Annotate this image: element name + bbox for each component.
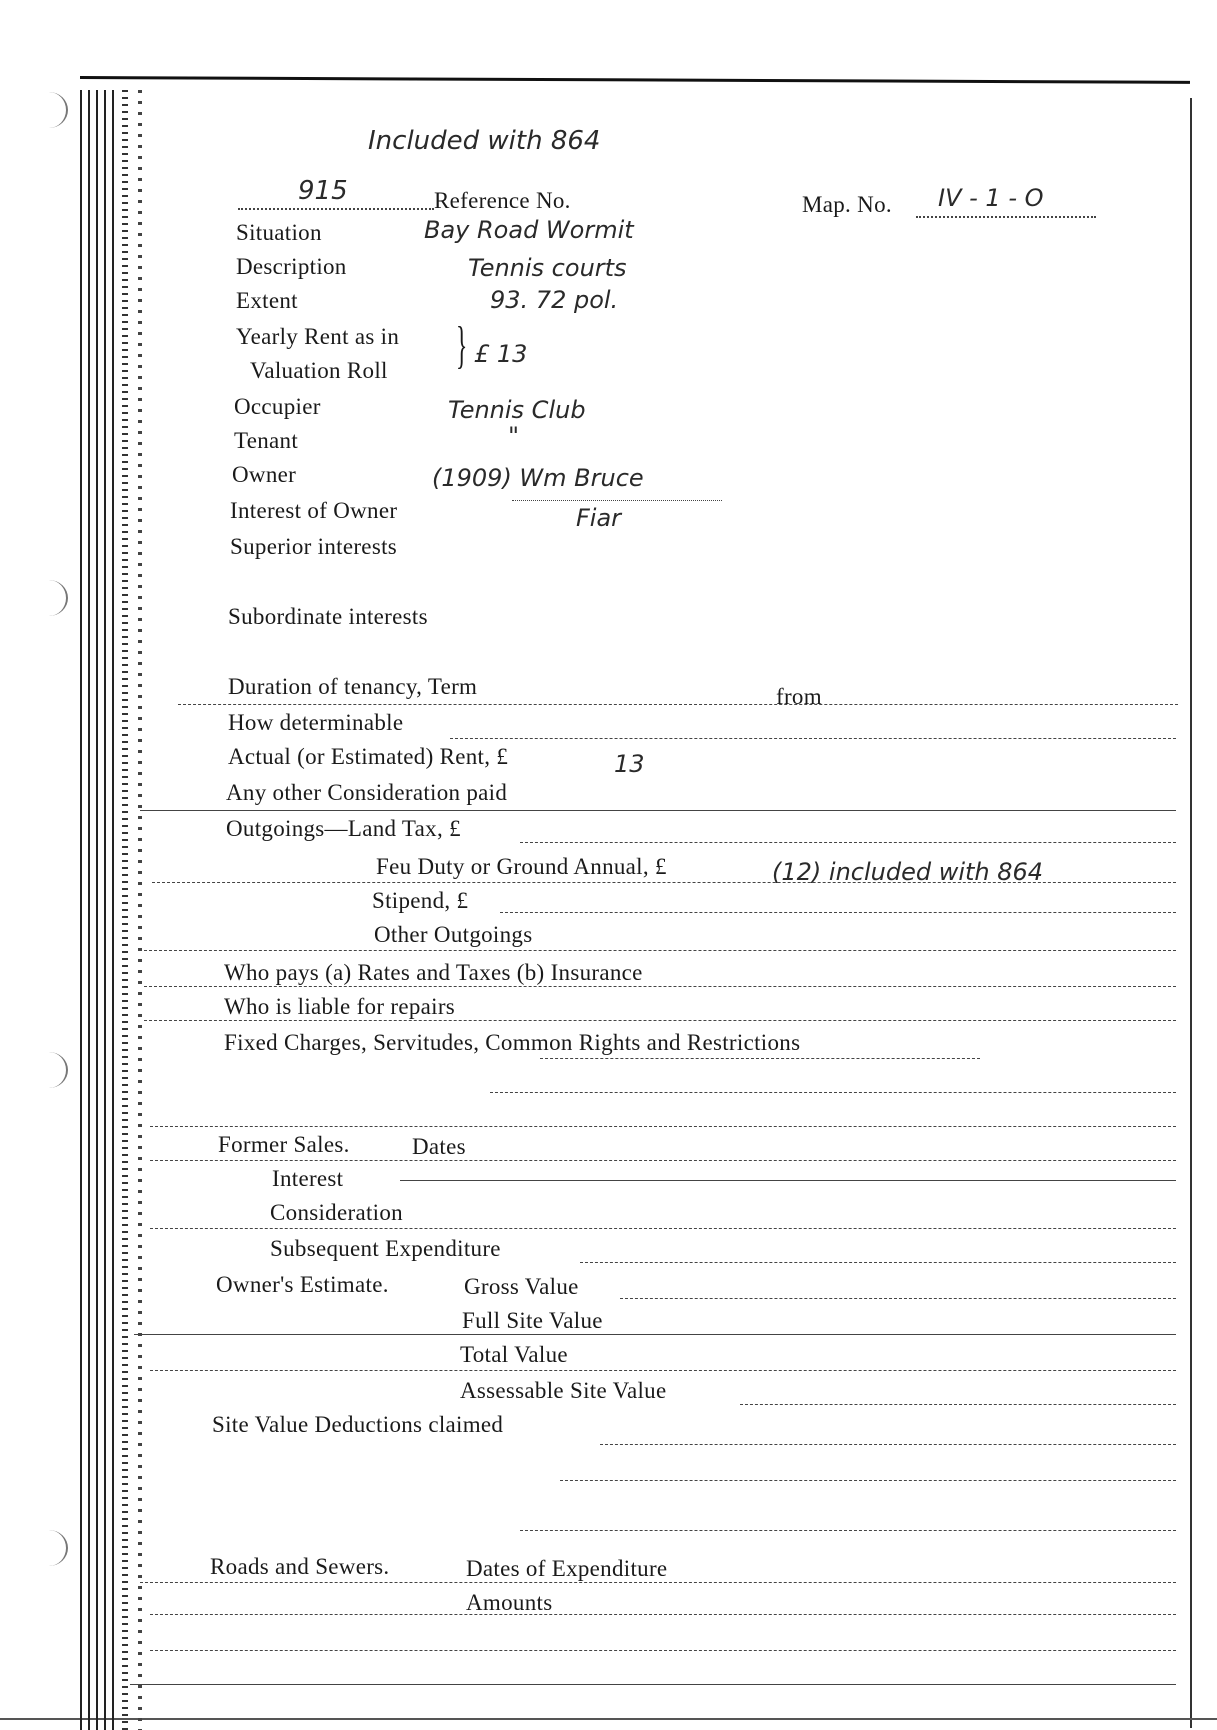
map-no-label: Map. No. (802, 192, 892, 217)
dates-of-expenditure-label: Dates of Expenditure (466, 1556, 668, 1581)
extent-value: 93. 72 pol. (490, 286, 619, 314)
reference-no-value: 915 (298, 176, 348, 206)
who-liable-rule (144, 1020, 1176, 1021)
subsequent-expenditure-label: Subsequent Expenditure (270, 1236, 501, 1261)
yearly-rent-value: £ 13 (474, 340, 528, 368)
other-consideration-label: Any other Consideration paid (226, 780, 508, 805)
consideration-label: Consideration (270, 1200, 403, 1225)
occupier-label: Occupier (234, 394, 321, 419)
punch-hole (30, 92, 68, 128)
land-tax-label: Outgoings—Land Tax, £ (226, 816, 461, 841)
former-sales-dates-label: Dates (412, 1134, 466, 1159)
gross-value-rule (620, 1298, 1176, 1299)
interest-of-owner-label: Interest of Owner (230, 498, 398, 523)
blank-rule-3 (520, 1530, 1176, 1531)
who-pays-label: Who pays (a) Rates and Taxes (b) Insurance (224, 960, 643, 985)
fixed-charges-label: Fixed Charges, Servitudes, Common Rights and Restrictions (224, 1030, 801, 1055)
stipend-label: Stipend, £ (372, 888, 469, 913)
map-no-dots (916, 216, 1096, 218)
consideration-rule (150, 1228, 1176, 1229)
amounts-label: Amounts (466, 1590, 553, 1615)
occupier-value: Tennis Club (448, 396, 586, 424)
owner-dots (512, 500, 722, 501)
feu-duty-label: Feu Duty or Ground Annual, £ (376, 854, 667, 879)
description-label: Description (236, 254, 347, 279)
handwritten-top-note: Included with 864 (368, 126, 601, 156)
brace-glyph: } (456, 317, 468, 374)
stipend-rule (500, 912, 1176, 913)
extent-label: Extent (236, 288, 298, 313)
duration-rule (178, 704, 1178, 705)
how-determinable-rule (450, 738, 1176, 739)
total-value-label: Total Value (460, 1342, 568, 1367)
land-tax-rule (520, 842, 1176, 843)
other-outgoings-rule (144, 950, 1176, 951)
gross-value-label: Gross Value (464, 1274, 579, 1299)
reference-no-dots (238, 208, 434, 210)
other-outgoings-label: Other Outgoings (374, 922, 533, 947)
former-sales-label: Former Sales. (218, 1132, 350, 1157)
assessable-site-value-rule (740, 1404, 1176, 1405)
subordinate-interests-label: Subordinate interests (228, 604, 428, 629)
site-value-deductions-rule (600, 1444, 1176, 1445)
subsequent-expenditure-rule (580, 1262, 1176, 1263)
interest-of-owner-value: Fiar (576, 504, 622, 532)
page-bottom-edge (0, 1718, 1217, 1720)
who-pays-rule (144, 986, 1176, 987)
blank-rule-5 (130, 1684, 1176, 1685)
blank-rule-4 (150, 1650, 1176, 1651)
situation-value: Bay Road Wormit (424, 216, 634, 244)
fixed-charges-rule (540, 1058, 980, 1059)
actual-rent-value: 13 (614, 750, 645, 778)
full-site-value-rule (134, 1334, 1176, 1335)
valuation-roll-label-bound: Valuation Roll (250, 358, 388, 383)
book-binding (78, 90, 156, 1730)
actual-rent-label: Actual (or Estimated) Rent, £ (228, 744, 509, 769)
description-value: Tennis courts (468, 254, 627, 282)
punch-hole (30, 1530, 68, 1566)
situation-label: Situation (236, 220, 322, 245)
interest-label: Interest (272, 1166, 344, 1191)
page-top-edge (80, 76, 1190, 84)
other-consideration-rule (140, 810, 1176, 811)
interest-rule (400, 1180, 1176, 1181)
owner-label: Owner (232, 462, 297, 487)
roads-and-sewers-rule (140, 1582, 1176, 1583)
total-value-rule (150, 1370, 1176, 1371)
assessable-site-value-label: Assessable Site Value (460, 1378, 667, 1403)
owners-estimate-label: Owner's Estimate. (216, 1272, 389, 1297)
fixed-charges-rule-2 (490, 1092, 1176, 1093)
page-right-edge (1190, 98, 1192, 1728)
blank-rule-2 (560, 1480, 1176, 1481)
punch-hole (30, 1052, 68, 1088)
blank-rule (150, 1126, 1176, 1127)
duration-label: Duration of tenancy, Term (228, 674, 478, 699)
feu-duty-rule (152, 882, 1176, 883)
amounts-rule (150, 1614, 1176, 1615)
full-site-value-label: Full Site Value (462, 1308, 603, 1333)
map-no-value: IV - 1 - O (938, 184, 1044, 212)
reference-no-label: Reference No. (434, 188, 571, 213)
yearly-rent-label: Yearly Rent as in (236, 324, 400, 349)
how-determinable-label: How determinable (228, 710, 404, 735)
tenant-value: " (508, 422, 520, 450)
who-liable-label: Who is liable for repairs (224, 994, 456, 1019)
tenant-label: Tenant (234, 428, 299, 453)
from-label: from (776, 684, 822, 709)
feu-duty-value: (12) included with 864 (772, 858, 1044, 886)
roads-and-sewers-label: Roads and Sewers. (210, 1554, 390, 1579)
former-sales-rule (150, 1160, 1176, 1161)
punch-hole (30, 580, 68, 616)
owner-value: (1909) Wm Bruce (432, 464, 644, 492)
superior-interests-label: Superior interests (230, 534, 398, 559)
site-value-deductions-label: Site Value Deductions claimed (212, 1412, 504, 1437)
